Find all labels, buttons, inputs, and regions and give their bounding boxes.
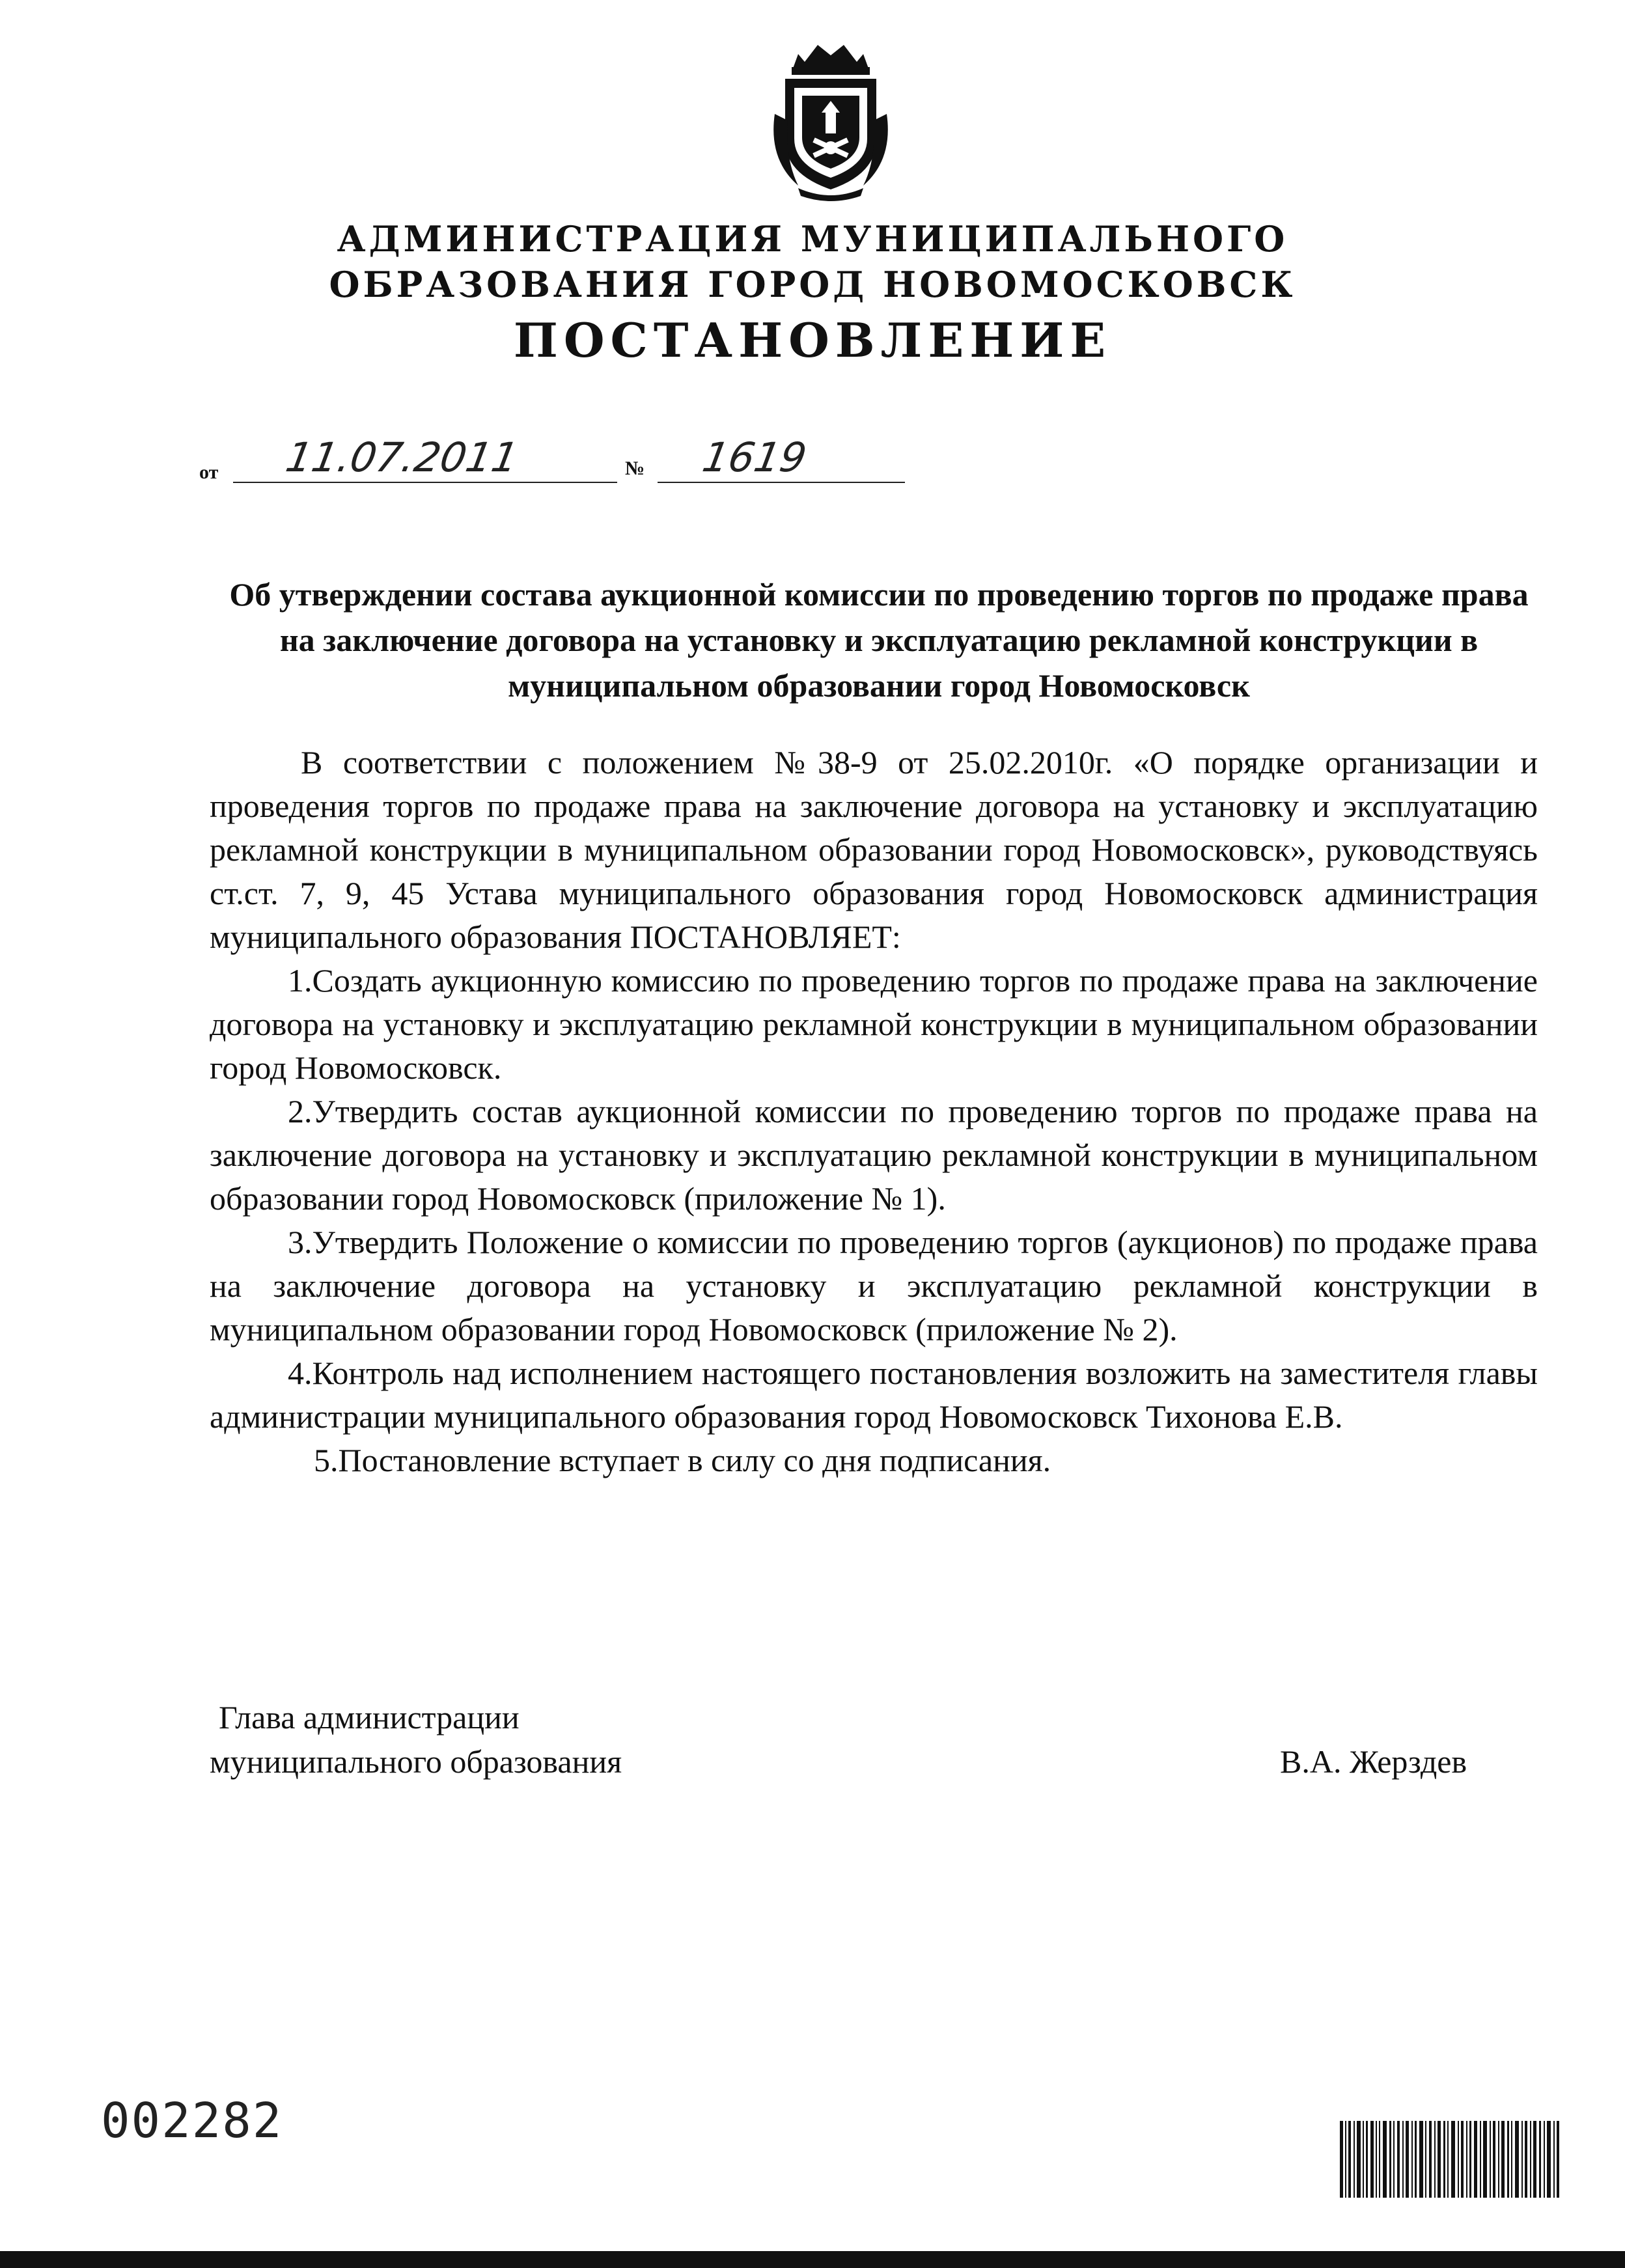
serial-number: 002282 (101, 2093, 283, 2149)
item-1: 1.Создать аукционную комиссию по проведению торгов по продаже права на заключение договора на установку и эксплуатацию рекламной конструкции в муниципальном образовании город Новомосковск. (210, 962, 1538, 1086)
preamble-paragraph: В соответствии с положением №38-9 от 25.02.2010г. «О порядке организации и проведения торгов по продаже права на заключение договора на установку и эксплуатацию рекламной конструкции в муниципальном образовании город Новомосковск», руководствуясь ст.ст. 7, 9, 45 Устава муниципального образования город Новомосковск администрация муниципального образования ПОСТАНОВЛЯЕТ: (210, 744, 1538, 955)
item-4: 4.Контроль над исполнением настоящего постановления возложить на заместителя главы администрации муниципального образования город Новомосковск Тихонова Е.В. (210, 1355, 1538, 1435)
organization-name-line-2: ОБРАЗОВАНИЯ ГОРОД НОВОМОСКОВСК (329, 264, 1296, 305)
signatory-title (210, 1695, 622, 1784)
organization-name-line-1: АДМИНИСТРАЦИЯ МУНИЦИПАЛЬНОГО (337, 218, 1288, 260)
signatory-title-line-1: Глава администрации (219, 1699, 520, 1736)
date-underline (233, 482, 617, 483)
number-label: № (625, 458, 645, 479)
item-2: 2.Утвердить состав аукционной комиссии по проведению торгов по продаже права на заключение договора на установку и эксплуатацию рекламной конструкции в муниципальном образовании город Новомосковск (приложение № 1). (210, 1093, 1538, 1217)
handwritten-number: 1619 (699, 434, 811, 481)
number-underline (658, 482, 905, 483)
document-type-title: ПОСТАНОВЛЕНИЕ (513, 312, 1112, 368)
scan-bottom-edge (0, 2251, 1625, 2268)
item-5: 5.Постановление вступает в силу со дня подписания. (314, 1442, 1051, 1478)
coat-of-arms-icon (759, 36, 902, 204)
signatory-name: В.А. Жерздев (1280, 1743, 1467, 1780)
date-label: от (199, 462, 219, 483)
handwritten-date: 11.07.2011 (282, 434, 522, 481)
document-body (210, 741, 1538, 1482)
signatory-title-line-2: муниципального образования (210, 1743, 622, 1780)
item-3: 3.Утвердить Положение о комиссии по проведению торгов (аукционов) по продаже права на заключение договора на установку и эксплуатацию рекламной конструкции в муниципальном образовании город Новомосковск (приложение № 2). (210, 1224, 1538, 1348)
document-subject: Об утверждении состава аукционной комиссии по проведению торгов по продаже права на заключение договора на установку и эксплуатацию рекламной конструкции в муниципальном образовании город Новомосковск (229, 576, 1529, 704)
barcode-icon (1340, 2121, 1559, 2198)
